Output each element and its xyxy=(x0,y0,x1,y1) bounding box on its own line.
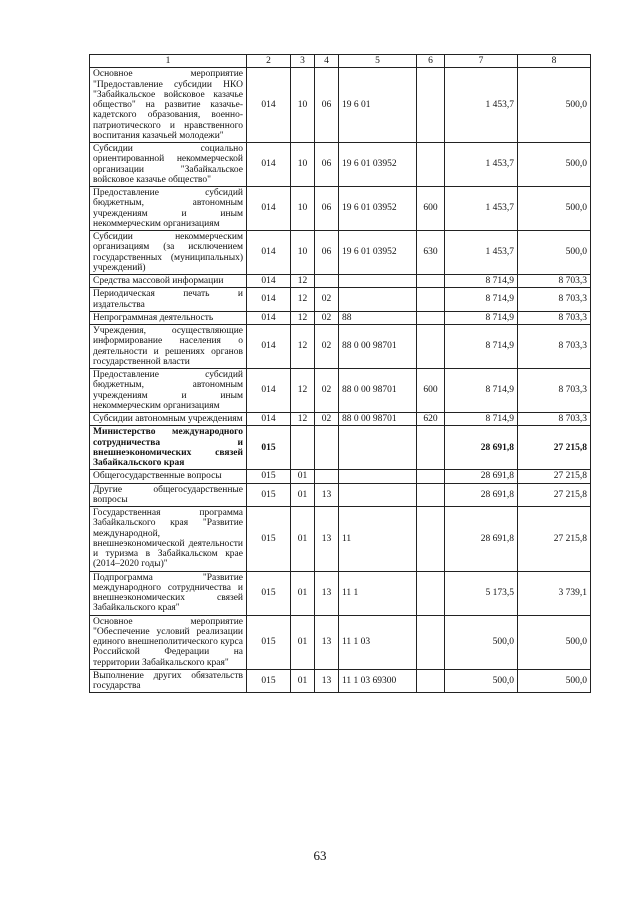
row-section-cell: 01 xyxy=(291,470,315,483)
header-cell: 1 xyxy=(90,55,247,68)
row-code-cell: 014 xyxy=(247,275,291,288)
row-type-cell xyxy=(417,615,445,669)
row-target-cell xyxy=(339,426,417,470)
row-type-cell xyxy=(417,470,445,483)
row-target-cell: 88 0 00 98701 xyxy=(339,325,417,369)
row-section-cell: 12 xyxy=(291,311,315,324)
row-code-cell: 014 xyxy=(247,325,291,369)
header-cell: 7 xyxy=(445,55,518,68)
row-section-cell: 01 xyxy=(291,571,315,615)
header-cell: 4 xyxy=(315,55,339,68)
row-subsection-cell: 13 xyxy=(315,571,339,615)
row-target-cell: 88 0 00 98701 xyxy=(339,369,417,413)
row-type-cell xyxy=(417,311,445,324)
table-row xyxy=(90,187,591,231)
table-row xyxy=(90,143,591,187)
table-row xyxy=(90,615,591,669)
row-subsection-cell: 13 xyxy=(315,669,339,693)
table-row xyxy=(90,426,591,470)
header-cell: 8 xyxy=(518,55,591,68)
row-amount-1-cell: 8 714,9 xyxy=(445,413,518,426)
row-section-cell: 01 xyxy=(291,615,315,669)
table-row xyxy=(90,507,591,572)
row-code-cell: 014 xyxy=(247,68,291,143)
row-name-cell: Основное мероприятие "Предоставление субсидии НКО "Забайкальское войсковое казачье общество" на развитие казачье-кадетского образования, военно-патриотического и нравственного воспитания казачьей молодежи" xyxy=(90,68,247,143)
row-amount-2-cell: 500,0 xyxy=(518,143,591,187)
row-name-cell: Средства массовой информации xyxy=(90,275,247,288)
row-code-cell: 014 xyxy=(247,369,291,413)
row-type-cell: 600 xyxy=(417,369,445,413)
table-row xyxy=(90,311,591,324)
row-subsection-cell: 02 xyxy=(315,311,339,324)
row-code-cell: 014 xyxy=(247,288,291,312)
row-type-cell xyxy=(417,288,445,312)
row-section-cell: 10 xyxy=(291,187,315,231)
row-type-cell xyxy=(417,275,445,288)
row-target-cell: 88 xyxy=(339,311,417,324)
row-amount-1-cell: 1 453,7 xyxy=(445,187,518,231)
row-section-cell: 10 xyxy=(291,68,315,143)
row-section-cell: 12 xyxy=(291,288,315,312)
row-name-cell: Предоставление субсидий бюджетным, автономным учреждениям и иным некоммерческим организациям xyxy=(90,369,247,413)
table-row xyxy=(90,413,591,426)
row-subsection-cell: 13 xyxy=(315,615,339,669)
row-type-cell xyxy=(417,507,445,572)
row-amount-1-cell: 8 714,9 xyxy=(445,275,518,288)
row-target-cell xyxy=(339,483,417,507)
row-amount-2-cell: 27 215,8 xyxy=(518,483,591,507)
row-name-cell: Учреждения, осуществляющие информирование населения о деятельности и решениях органов государственной власти xyxy=(90,325,247,369)
row-type-cell xyxy=(417,68,445,143)
row-name-cell: Выполнение других обязательств государства xyxy=(90,669,247,693)
header-cell: 3 xyxy=(291,55,315,68)
row-subsection-cell: 06 xyxy=(315,68,339,143)
row-amount-2-cell: 3 739,1 xyxy=(518,571,591,615)
row-section-cell: 01 xyxy=(291,507,315,572)
row-target-cell xyxy=(339,288,417,312)
row-name-cell: Периодическая печать и издательства xyxy=(90,288,247,312)
table-row xyxy=(90,470,591,483)
row-type-cell xyxy=(417,143,445,187)
row-target-cell: 11 xyxy=(339,507,417,572)
row-target-cell: 19 6 01 03952 xyxy=(339,231,417,275)
row-target-cell: 19 6 01 03952 xyxy=(339,187,417,231)
row-target-cell: 11 1 03 xyxy=(339,615,417,669)
row-amount-1-cell: 1 453,7 xyxy=(445,143,518,187)
row-type-cell xyxy=(417,571,445,615)
row-code-cell: 015 xyxy=(247,470,291,483)
row-target-cell: 19 6 01 03952 xyxy=(339,143,417,187)
row-amount-1-cell: 8 714,9 xyxy=(445,369,518,413)
row-target-cell: 11 1 xyxy=(339,571,417,615)
row-code-cell: 015 xyxy=(247,426,291,470)
row-amount-2-cell: 500,0 xyxy=(518,231,591,275)
row-type-cell xyxy=(417,426,445,470)
row-code-cell: 014 xyxy=(247,311,291,324)
row-type-cell xyxy=(417,325,445,369)
row-subsection-cell xyxy=(315,426,339,470)
row-name-cell: Субсидии социально ориентированной некоммерческой организации "Забайкальское войсковое казачье общество" xyxy=(90,143,247,187)
row-subsection-cell: 06 xyxy=(315,187,339,231)
row-name-cell: Субсидии автономным учреждениям xyxy=(90,413,247,426)
table-row xyxy=(90,275,591,288)
table-row xyxy=(90,288,591,312)
row-subsection-cell: 13 xyxy=(315,483,339,507)
row-type-cell xyxy=(417,669,445,693)
budget-table xyxy=(89,54,591,693)
row-amount-2-cell: 27 215,8 xyxy=(518,470,591,483)
row-amount-1-cell: 28 691,8 xyxy=(445,426,518,470)
row-target-cell: 88 0 00 98701 xyxy=(339,413,417,426)
row-name-cell: Другие общегосударственные вопросы xyxy=(90,483,247,507)
row-subsection-cell: 06 xyxy=(315,231,339,275)
row-subsection-cell xyxy=(315,470,339,483)
page-number: 63 xyxy=(313,848,327,863)
row-subsection-cell xyxy=(315,275,339,288)
row-code-cell: 015 xyxy=(247,669,291,693)
row-code-cell: 014 xyxy=(247,413,291,426)
header-cell: 6 xyxy=(417,55,445,68)
row-amount-2-cell: 500,0 xyxy=(518,615,591,669)
table-row xyxy=(90,571,591,615)
row-code-cell: 015 xyxy=(247,571,291,615)
table-row xyxy=(90,231,591,275)
row-amount-1-cell: 500,0 xyxy=(445,669,518,693)
table-row xyxy=(90,669,591,693)
row-code-cell: 014 xyxy=(247,231,291,275)
row-target-cell: 19 6 01 xyxy=(339,68,417,143)
row-target-cell xyxy=(339,470,417,483)
row-name-cell: Общегосударственные вопросы xyxy=(90,470,247,483)
row-type-cell xyxy=(417,483,445,507)
row-amount-1-cell: 1 453,7 xyxy=(445,231,518,275)
row-amount-2-cell: 8 703,3 xyxy=(518,413,591,426)
row-section-cell: 10 xyxy=(291,143,315,187)
header-cell: 2 xyxy=(247,55,291,68)
row-code-cell: 015 xyxy=(247,615,291,669)
row-code-cell: 015 xyxy=(247,507,291,572)
row-subsection-cell: 02 xyxy=(315,413,339,426)
row-amount-1-cell: 28 691,8 xyxy=(445,483,518,507)
row-section-cell: 10 xyxy=(291,231,315,275)
row-amount-2-cell: 8 703,3 xyxy=(518,369,591,413)
row-section-cell: 12 xyxy=(291,413,315,426)
table-row xyxy=(90,325,591,369)
header-cell: 5 xyxy=(339,55,417,68)
row-amount-1-cell: 8 714,9 xyxy=(445,288,518,312)
row-type-cell: 620 xyxy=(417,413,445,426)
row-subsection-cell: 06 xyxy=(315,143,339,187)
row-section-cell: 01 xyxy=(291,483,315,507)
row-section-cell: 12 xyxy=(291,369,315,413)
row-amount-2-cell: 500,0 xyxy=(518,669,591,693)
row-name-cell: Подпрограмма "Развитие международного сотрудничества и внешнеэкономических связей Забайкальского края" xyxy=(90,571,247,615)
row-type-cell: 630 xyxy=(417,231,445,275)
row-amount-1-cell: 8 714,9 xyxy=(445,311,518,324)
row-code-cell: 015 xyxy=(247,483,291,507)
row-amount-1-cell: 8 714,9 xyxy=(445,325,518,369)
row-section-cell xyxy=(291,426,315,470)
row-name-cell: Предоставление субсидий бюджетным, автономным учреждениям и иным некоммерческим организациям xyxy=(90,187,247,231)
row-amount-1-cell: 1 453,7 xyxy=(445,68,518,143)
row-section-cell: 12 xyxy=(291,325,315,369)
row-name-cell: Основное мероприятие "Обеспечение условий реализации единого внешнеполитического курса Российской Федерации на территории Забайкальского края" xyxy=(90,615,247,669)
row-name-cell: Субсидии некоммерческим организациям (за исключением государственных (муниципальных) учреждений) xyxy=(90,231,247,275)
row-subsection-cell: 02 xyxy=(315,369,339,413)
row-amount-2-cell: 8 703,3 xyxy=(518,311,591,324)
row-section-cell: 12 xyxy=(291,275,315,288)
row-amount-2-cell: 27 215,8 xyxy=(518,507,591,572)
row-section-cell: 01 xyxy=(291,669,315,693)
row-name-cell: Министерство международного сотрудничества и внешнеэкономических связей Забайкальского края xyxy=(90,426,247,470)
row-name-cell: Непрограммная деятельность xyxy=(90,311,247,324)
header-row xyxy=(90,55,591,68)
row-amount-2-cell: 500,0 xyxy=(518,187,591,231)
row-amount-1-cell: 500,0 xyxy=(445,615,518,669)
row-target-cell xyxy=(339,275,417,288)
row-amount-1-cell: 28 691,8 xyxy=(445,470,518,483)
row-amount-2-cell: 8 703,3 xyxy=(518,288,591,312)
row-code-cell: 014 xyxy=(247,187,291,231)
row-subsection-cell: 02 xyxy=(315,325,339,369)
row-amount-2-cell: 8 703,3 xyxy=(518,325,591,369)
row-amount-1-cell: 5 173,5 xyxy=(445,571,518,615)
row-target-cell: 11 1 03 69300 xyxy=(339,669,417,693)
row-amount-2-cell: 500,0 xyxy=(518,68,591,143)
row-name-cell: Государственная программа Забайкальского края "Развитие международной, внешнеэкономической деятельности и туризма в Забайкальском крае (2014–2020 годы)" xyxy=(90,507,247,572)
table-row xyxy=(90,369,591,413)
row-type-cell: 600 xyxy=(417,187,445,231)
row-amount-2-cell: 8 703,3 xyxy=(518,275,591,288)
row-amount-1-cell: 28 691,8 xyxy=(445,507,518,572)
row-subsection-cell: 02 xyxy=(315,288,339,312)
row-subsection-cell: 13 xyxy=(315,507,339,572)
row-code-cell: 014 xyxy=(247,143,291,187)
table-row xyxy=(90,68,591,143)
table-row xyxy=(90,483,591,507)
row-amount-2-cell: 27 215,8 xyxy=(518,426,591,470)
